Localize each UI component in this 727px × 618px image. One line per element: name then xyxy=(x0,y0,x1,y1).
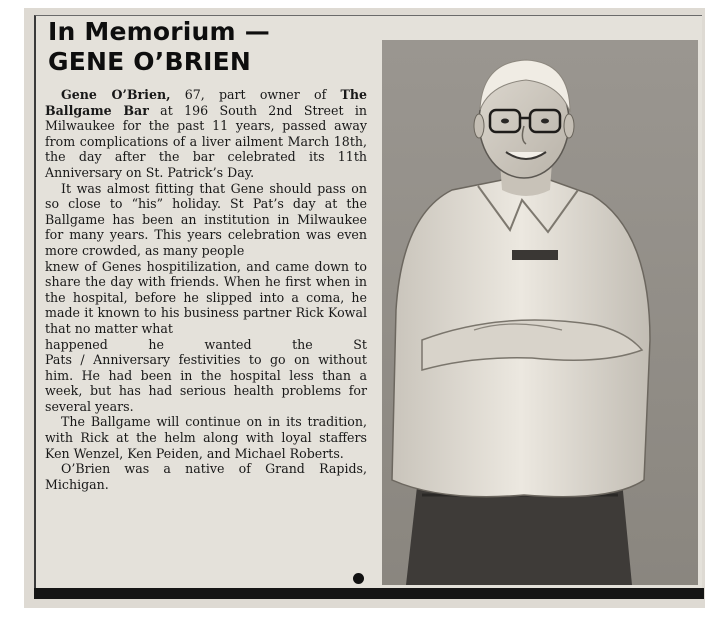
paragraph-3a: knew of Genes hospitilization, and came down to share the day with friends. When he first when in the hospital, before he slipped into a coma, he made it known to his business partner Rick Kowal that no matter what xyxy=(45,258,367,336)
end-mark xyxy=(353,573,364,584)
article-body xyxy=(45,87,367,492)
bar-name: The Ballgame Bar xyxy=(45,87,368,118)
paragraph-1-text-b: at 196 South 2nd Street in Milwaukee for the past 11 years, passed away from complications of a liver ailment March 18th, the day after the bar celebrated its 11th Anniversary on St. Patrick’s Day. xyxy=(45,102,367,180)
paragraph-3c: Pats / Anniversary festivities to go on without him. He had been in the hospital less than a week, but has had serious health problems for several years. xyxy=(45,352,367,414)
headline-line-1: In Memorium — xyxy=(48,17,270,46)
headline xyxy=(48,17,270,77)
paragraph-4: The Ballgame will continue on in its tradition, with Rick at the helm along with loyal staffers Ken Wenzel, Ken Peiden, and Michael Roberts. xyxy=(45,414,367,461)
portrait-photo xyxy=(382,40,698,585)
paragraph-5: O’Brien was a native of Grand Rapids, Michigan. xyxy=(45,461,367,492)
right-eye xyxy=(541,119,549,124)
bottom-rule xyxy=(34,588,704,599)
left-eye xyxy=(501,119,509,124)
subject-name: Gene O’Brien, xyxy=(61,87,171,102)
paragraph-3b: happened he wanted the St xyxy=(45,336,367,352)
left-ear xyxy=(474,114,484,138)
paragraph-2: It was almost fitting that Gene should pass on so close to “his” holiday. St Pat’s day at the Ballgame has been an institution in Milwaukee for many years. This years celebration was even more crowded, as many people xyxy=(45,180,367,258)
shirt-pocket xyxy=(512,250,558,260)
headline-line-2: GENE O’BRIEN xyxy=(48,47,252,76)
paragraph-1 xyxy=(45,87,367,181)
paragraph-1-text-a: 67, part owner of xyxy=(170,87,341,102)
right-ear xyxy=(564,114,574,138)
